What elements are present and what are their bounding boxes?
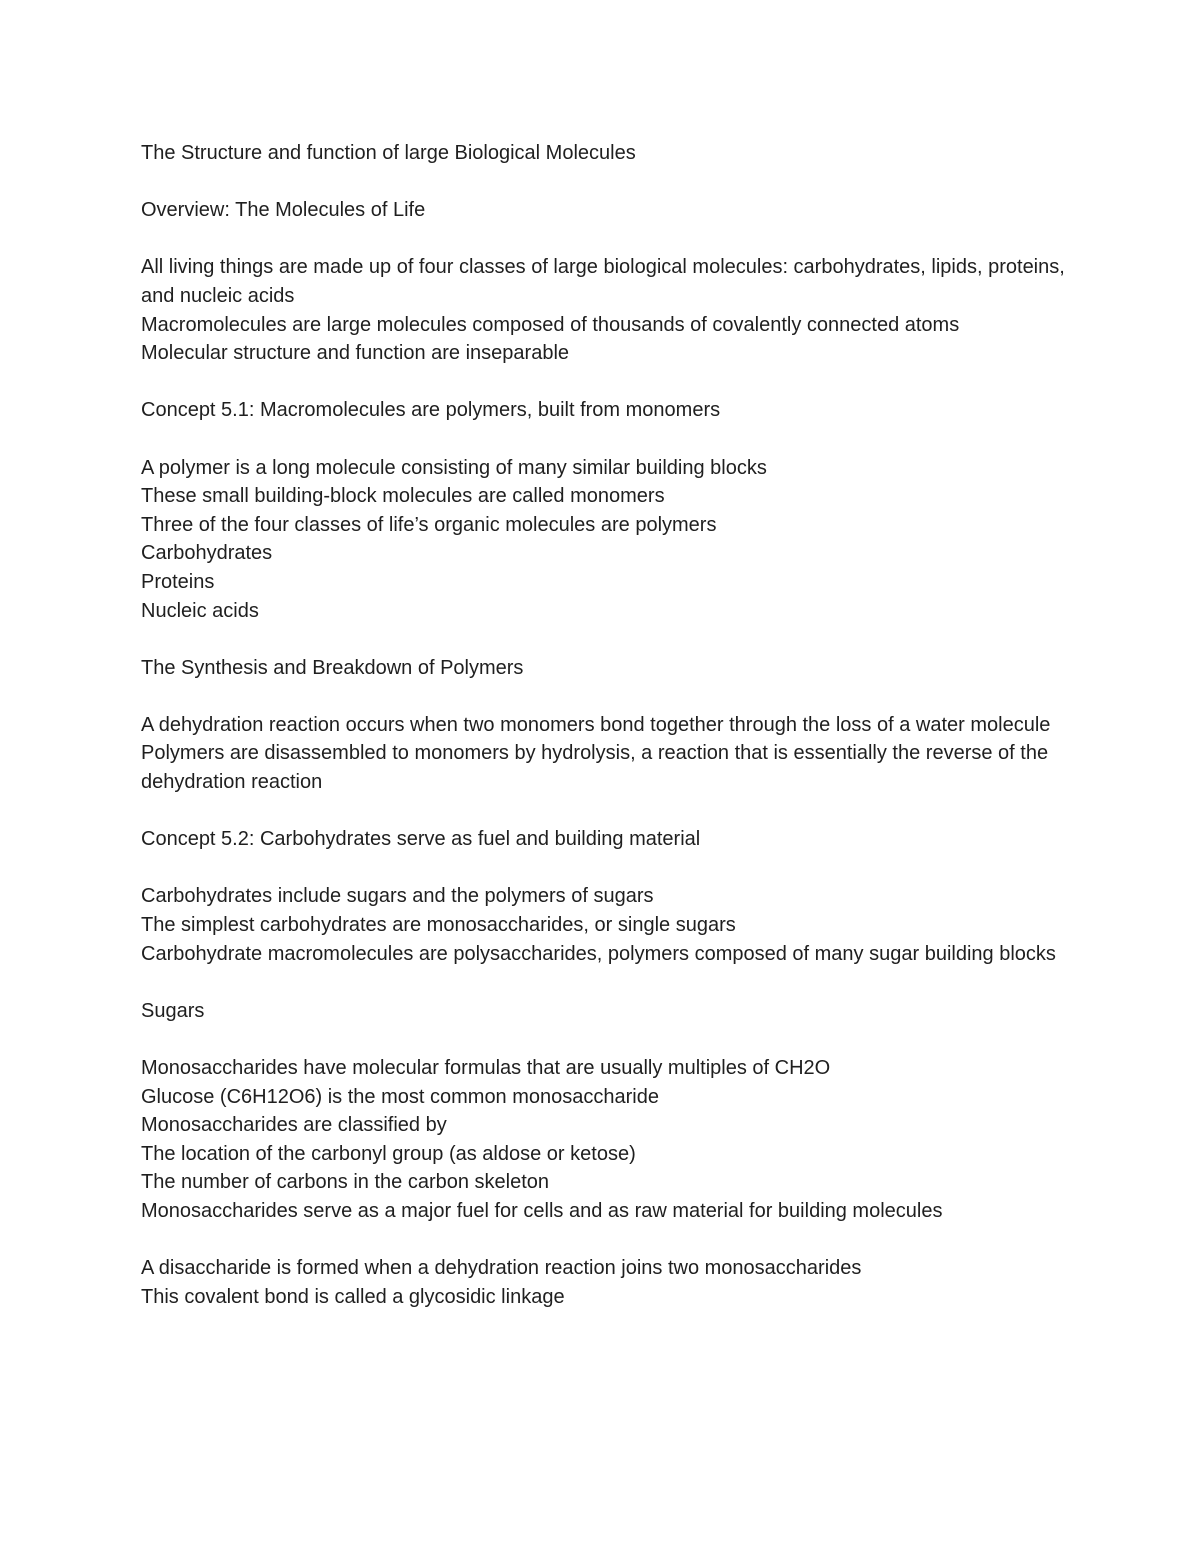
concept-5-2-line: Carbohydrate macromolecules are polysaccharides, polymers composed of many sugar building blocks bbox=[141, 942, 1056, 965]
concept-5-2-line: The simplest carbohydrates are monosaccharides, or single sugars bbox=[141, 914, 736, 937]
section-heading-synthesis: The Synthesis and Breakdown of Polymers bbox=[141, 656, 524, 679]
spacer bbox=[141, 168, 1071, 197]
overview-line: Macromolecules are large molecules composed of thousands of covalently connected atoms bbox=[141, 313, 960, 336]
overview-line: Molecular structure and function are inseparable bbox=[141, 342, 570, 365]
spacer bbox=[141, 968, 1071, 997]
sugars-line: Monosaccharides are classified by bbox=[141, 1114, 447, 1137]
sugars-line: The location of the carbonyl group (as aldose or ketose) bbox=[141, 1142, 636, 1165]
section-heading-sugars: Sugars bbox=[141, 999, 205, 1022]
document-title: The Structure and function of large Biological Molecules bbox=[141, 142, 636, 164]
sugars-line: The number of carbons in the carbon skeleton bbox=[141, 1171, 550, 1194]
spacer bbox=[141, 625, 1071, 654]
section-heading-concept-5-2: Concept 5.2: Carbohydrates serve as fuel and building material bbox=[141, 828, 701, 851]
spacer bbox=[141, 682, 1071, 711]
disaccharide-line: This covalent bond is called a glycosidic linkage bbox=[141, 1285, 565, 1308]
spacer bbox=[141, 1025, 1071, 1054]
document-body bbox=[141, 139, 1071, 1311]
concept-5-1-line: A polymer is a long molecule consisting of many similar building blocks bbox=[141, 456, 767, 479]
spacer bbox=[141, 425, 1071, 454]
synthesis-line: A dehydration reaction occurs when two monomers bond together through the loss of a water molecule bbox=[141, 713, 1051, 736]
concept-5-1-line: Proteins bbox=[141, 570, 215, 593]
spacer bbox=[141, 225, 1071, 254]
spacer bbox=[141, 797, 1071, 826]
synthesis-line: Polymers are disassembled to monomers by hydrolysis, a reaction that is essentially the reverse of the dehydration reaction bbox=[141, 742, 1049, 794]
spacer bbox=[141, 1226, 1071, 1255]
sugars-line: Monosaccharides have molecular formulas that are usually multiples of CH2O bbox=[141, 1057, 831, 1079]
concept-5-2-line: Carbohydrates include sugars and the polymers of sugars bbox=[141, 885, 654, 908]
spacer bbox=[141, 368, 1071, 397]
concept-5-1-line: These small building-block molecules are called monomers bbox=[141, 485, 665, 508]
sugars-line: Monosaccharides serve as a major fuel for cells and as raw material for building molecules bbox=[141, 1199, 943, 1222]
concept-5-1-line: Three of the four classes of life’s organic molecules are polymers bbox=[141, 513, 717, 536]
sugars-line: Glucose (C6H12O6) is the most common monosaccharide bbox=[141, 1085, 659, 1108]
spacer bbox=[141, 854, 1071, 883]
concept-5-1-line: Nucleic acids bbox=[141, 599, 259, 622]
disaccharide-line: A disaccharide is formed when a dehydration reaction joins two monosaccharides bbox=[141, 1257, 862, 1280]
overview-line: All living things are made up of four classes of large biological molecules: carbohydrates, lipids, proteins, and nucleic acids bbox=[141, 256, 1065, 307]
concept-5-1-line: Carbohydrates bbox=[141, 542, 273, 565]
section-heading-concept-5-1: Concept 5.1: Macromolecules are polymers, built from monomers bbox=[141, 399, 721, 422]
section-heading-overview: Overview: The Molecules of Life bbox=[141, 199, 426, 222]
